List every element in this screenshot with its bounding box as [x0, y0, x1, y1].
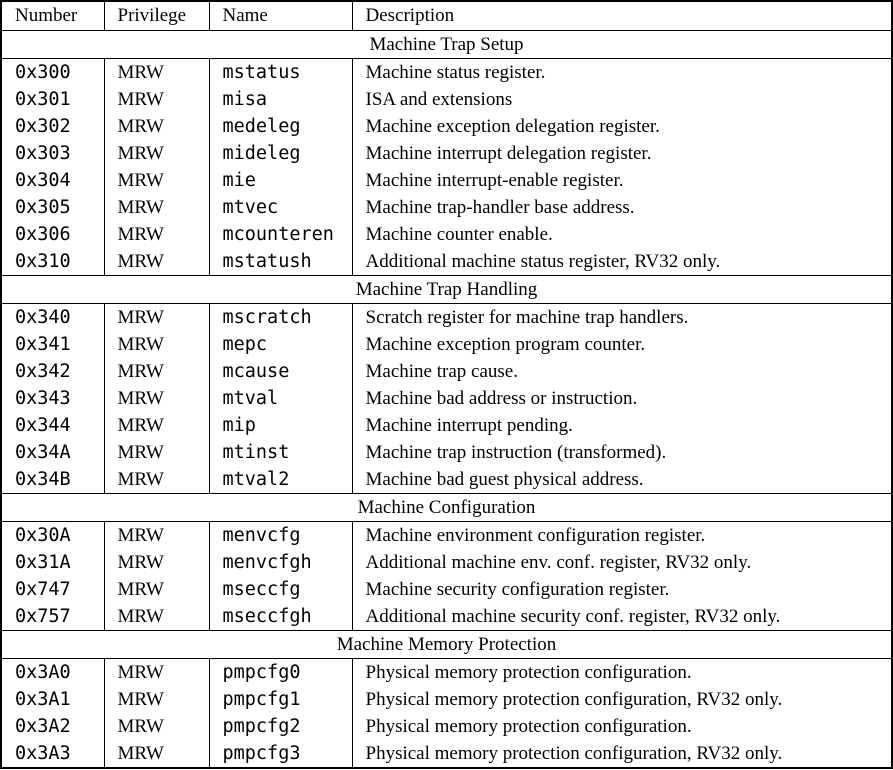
csr-description: Machine trap cause.	[352, 358, 892, 385]
csr-description: Physical memory protection configuration, RV32 only.	[352, 740, 892, 768]
csr-row	[1, 358, 892, 385]
csr-description: Machine bad guest physical address.	[352, 466, 892, 494]
csr-number: 0x341	[15, 334, 71, 355]
csr-privilege: MRW	[104, 86, 209, 113]
csr-number: 0x304	[15, 170, 71, 191]
csr-privilege: MRW	[104, 713, 209, 740]
csr-privilege: MRW	[104, 221, 209, 248]
csr-number: 0x310	[15, 251, 71, 272]
csr-description: Physical memory protection configuration.	[352, 713, 892, 740]
csr-privilege: MRW	[104, 167, 209, 194]
section-row	[1, 276, 892, 304]
csr-description: Additional machine status register, RV32 only.	[352, 248, 892, 276]
csr-number: 0x344	[15, 415, 71, 436]
csr-row	[1, 603, 892, 631]
csr-description: Additional machine security conf. register, RV32 only.	[352, 603, 892, 631]
csr-description: Machine bad address or instruction.	[352, 385, 892, 412]
csr-row	[1, 221, 892, 248]
csr-row	[1, 167, 892, 194]
csr-name: medeleg	[209, 113, 352, 140]
section-row	[1, 631, 892, 659]
csr-row	[1, 140, 892, 167]
csr-name: mie	[209, 167, 352, 194]
csr-row	[1, 686, 892, 713]
csr-privilege: MRW	[104, 686, 209, 713]
csr-description: Scratch register for machine trap handlers.	[352, 304, 892, 332]
csr-number: 0x300	[15, 62, 71, 83]
csr-row	[1, 549, 892, 576]
csr-privilege: MRW	[104, 304, 209, 332]
header-row	[1, 1, 892, 31]
csr-number: 0x34A	[15, 442, 71, 463]
csr-row	[1, 248, 892, 276]
csr-number: 0x302	[15, 116, 71, 137]
section-title: Machine Memory Protection	[1, 631, 892, 659]
csr-name: mstatus	[209, 59, 352, 87]
csr-name: mtvec	[209, 194, 352, 221]
csr-number: 0x34B	[15, 469, 71, 490]
csr-number: 0x340	[15, 307, 71, 328]
col-header-description: Description	[352, 1, 892, 31]
csr-name: mtinst	[209, 439, 352, 466]
csr-name: mseccfg	[209, 576, 352, 603]
csr-privilege: MRW	[104, 740, 209, 768]
csr-row	[1, 659, 892, 687]
csr-description: Machine environment configuration register.	[352, 522, 892, 550]
csr-description: Additional machine env. conf. register, RV32 only.	[352, 549, 892, 576]
csr-privilege: MRW	[104, 113, 209, 140]
csr-name: mideleg	[209, 140, 352, 167]
csr-privilege: MRW	[104, 439, 209, 466]
csr-privilege: MRW	[104, 385, 209, 412]
csr-name: mstatush	[209, 248, 352, 276]
csr-name: mcause	[209, 358, 352, 385]
csr-description: Machine interrupt pending.	[352, 412, 892, 439]
csr-number: 0x343	[15, 388, 71, 409]
csr-privilege: MRW	[104, 248, 209, 276]
csr-name: pmpcfg3	[209, 740, 352, 768]
csr-privilege: MRW	[104, 140, 209, 167]
csr-row	[1, 439, 892, 466]
csr-number: 0x342	[15, 361, 71, 382]
csr-privilege: MRW	[104, 358, 209, 385]
csr-number: 0x305	[15, 197, 71, 218]
col-header-name: Name	[209, 1, 352, 31]
csr-privilege: MRW	[104, 549, 209, 576]
csr-number: 0x747	[15, 579, 71, 600]
csr-name: mtval	[209, 385, 352, 412]
csr-number: 0x3A1	[15, 689, 71, 710]
csr-number: 0x3A2	[15, 716, 71, 737]
csr-description: Machine security configuration register.	[352, 576, 892, 603]
csr-name: menvcfg	[209, 522, 352, 550]
csr-row	[1, 113, 892, 140]
csr-row	[1, 194, 892, 221]
csr-privilege: MRW	[104, 466, 209, 494]
csr-row	[1, 59, 892, 87]
csr-row	[1, 331, 892, 358]
csr-name: mepc	[209, 331, 352, 358]
csr-privilege: MRW	[104, 603, 209, 631]
csr-name: pmpcfg1	[209, 686, 352, 713]
csr-number: 0x757	[15, 606, 71, 627]
csr-description: Physical memory protection configuration.	[352, 659, 892, 687]
csr-name: mtval2	[209, 466, 352, 494]
csr-name: menvcfgh	[209, 549, 352, 576]
csr-row	[1, 412, 892, 439]
csr-description: Machine trap-handler base address.	[352, 194, 892, 221]
csr-name: mscratch	[209, 304, 352, 332]
section-row	[1, 31, 892, 59]
csr-number: 0x306	[15, 224, 71, 245]
csr-row	[1, 713, 892, 740]
csr-privilege: MRW	[104, 331, 209, 358]
section-title: Machine Trap Handling	[1, 276, 892, 304]
col-header-number: Number	[1, 1, 104, 31]
csr-row	[1, 466, 892, 494]
csr-number: 0x301	[15, 89, 71, 110]
csr-row	[1, 576, 892, 603]
csr-row	[1, 304, 892, 332]
csr-privilege: MRW	[104, 412, 209, 439]
csr-description: Machine interrupt delegation register.	[352, 140, 892, 167]
csr-name: mip	[209, 412, 352, 439]
csr-number: 0x3A3	[15, 743, 71, 764]
col-header-privilege: Privilege	[104, 1, 209, 31]
csr-number: 0x30A	[15, 525, 71, 546]
csr-description: Physical memory protection configuration, RV32 only.	[352, 686, 892, 713]
csr-description: Machine counter enable.	[352, 221, 892, 248]
csr-name: pmpcfg2	[209, 713, 352, 740]
csr-privilege: MRW	[104, 576, 209, 603]
section-row	[1, 494, 892, 522]
csr-table-body	[1, 31, 892, 769]
csr-privilege: MRW	[104, 659, 209, 687]
csr-name: mseccfgh	[209, 603, 352, 631]
csr-row	[1, 385, 892, 412]
csr-name: mcounteren	[209, 221, 352, 248]
csr-privilege: MRW	[104, 194, 209, 221]
csr-name: misa	[209, 86, 352, 113]
csr-privilege: MRW	[104, 522, 209, 550]
csr-number: 0x3A0	[15, 662, 71, 683]
csr-description: Machine exception program counter.	[352, 331, 892, 358]
csr-name: pmpcfg0	[209, 659, 352, 687]
csr-row	[1, 522, 892, 550]
csr-description: Machine status register.	[352, 59, 892, 87]
csr-number: 0x303	[15, 143, 71, 164]
csr-row	[1, 740, 892, 768]
csr-description: Machine interrupt-enable register.	[352, 167, 892, 194]
section-title: Machine Configuration	[1, 494, 892, 522]
csr-number: 0x31A	[15, 552, 71, 573]
csr-privilege: MRW	[104, 59, 209, 87]
csr-description: Machine trap instruction (transformed).	[352, 439, 892, 466]
section-title: Machine Trap Setup	[1, 31, 892, 59]
csr-description: ISA and extensions	[352, 86, 892, 113]
csr-row	[1, 86, 892, 113]
csr-description: Machine exception delegation register.	[352, 113, 892, 140]
